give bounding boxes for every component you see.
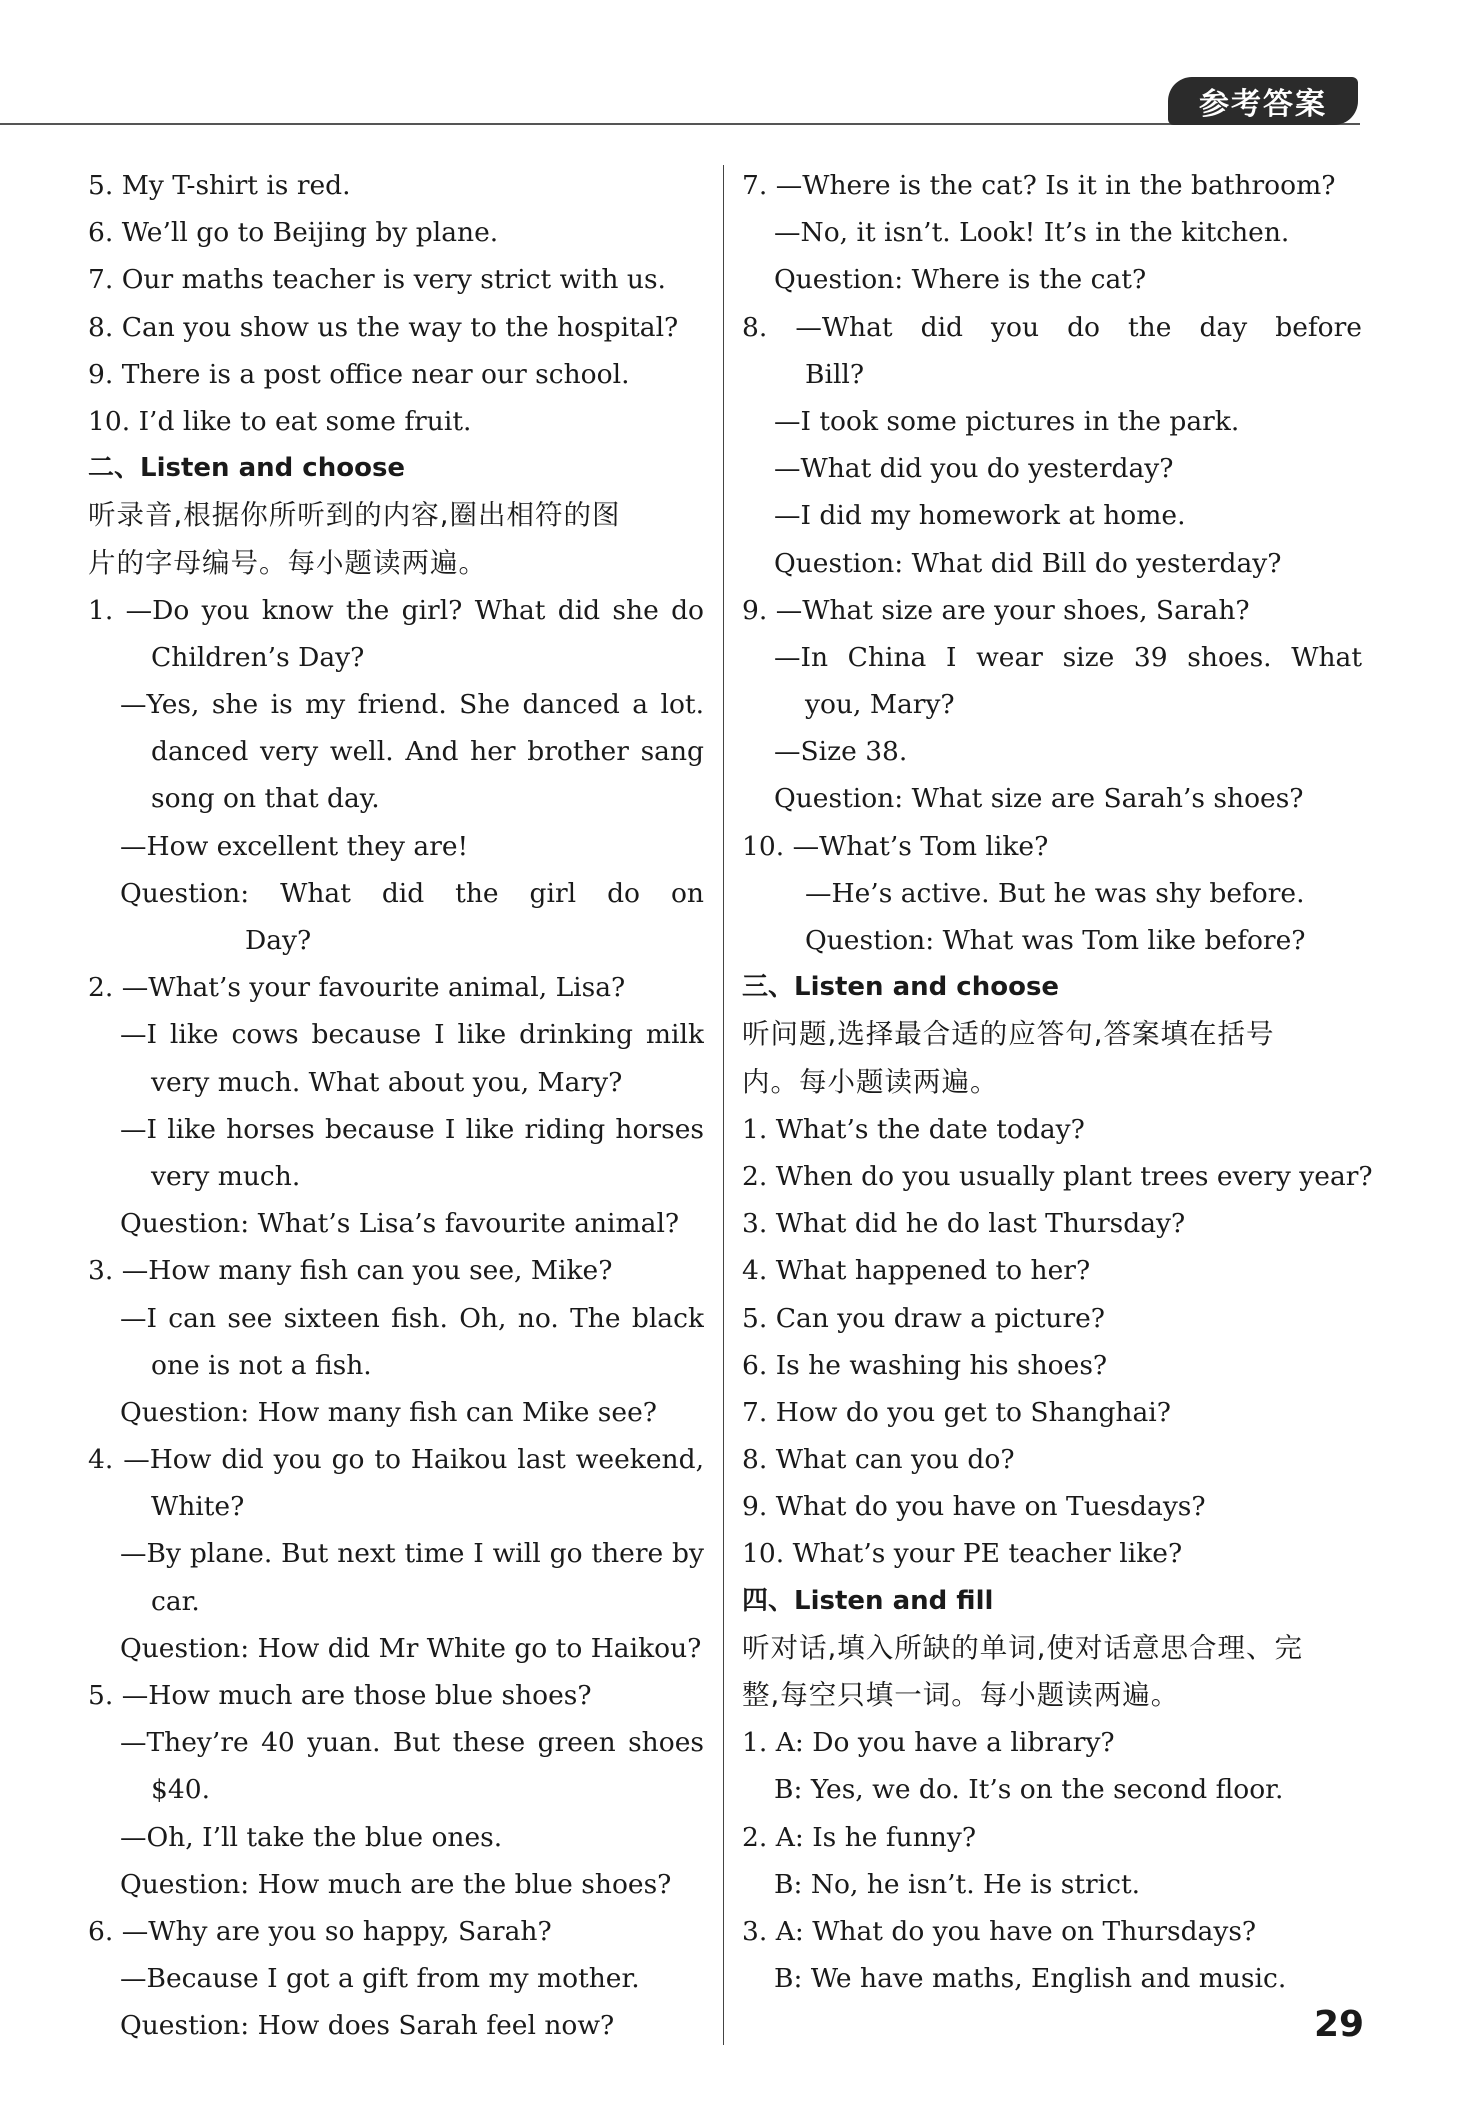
text-line: Question: How much are the blue shoes?: [120, 1868, 672, 1900]
text-line: 2. —What’s your favourite animal, Lisa?: [88, 972, 626, 1004]
text-line: —I did my homework at home.: [774, 500, 1186, 532]
text-line: 5. My T-shirt is red.: [88, 170, 351, 201]
text-line: 1. —Do you know the girl? What did she do: [88, 594, 704, 626]
text-line: Question: What’s Lisa’s favourite animal?: [120, 1208, 680, 1240]
text-line: —How excellent they are!: [120, 830, 469, 862]
text-line: —I like horses because I like riding horses: [120, 1113, 704, 1145]
text-line: Question: What was Tom like before?: [805, 925, 1306, 956]
text-line: 整,每空只填一词。每小题读两遍。: [742, 1679, 1180, 1711]
text-line: Question: What size are Sarah’s shoes?: [774, 783, 1304, 815]
section-heading: 四、Listen and fill: [742, 1585, 994, 1616]
text-line: 8. Can you show us the way to the hospital?: [88, 311, 679, 343]
text-line: 6. —Why are you so happy, Sarah?: [88, 1915, 552, 1947]
page-number: 29: [1314, 2004, 1365, 2045]
text-line: Question: How does Sarah feel now?: [120, 2010, 615, 2042]
text-line: very much. What about you, Mary?: [151, 1066, 623, 1098]
text-line: very much.: [151, 1160, 301, 1192]
text-line: 3. What did he do last Thursday?: [742, 1208, 1186, 1240]
text-line: 3. A: What do you have on Thursdays?: [742, 1915, 1257, 1947]
text-line: Bill?: [805, 358, 865, 390]
text-line: 5. Can you draw a picture?: [742, 1302, 1106, 1334]
text-line: 内。每小题读两遍。: [742, 1065, 999, 1098]
text-line: 10. I’d like to eat some fruit.: [88, 405, 472, 437]
right-column: [742, 162, 1373, 2002]
text-line: 9. What do you have on Tuesdays?: [742, 1491, 1206, 1523]
text-line: $40.: [151, 1774, 211, 1806]
left-column: [88, 162, 704, 2050]
text-line: 听录音,根据你所听到的内容,圈出相符的图: [88, 499, 621, 532]
text-line: danced very well. And her brother sang: [151, 736, 704, 768]
text-line: —No, it isn’t. Look! It’s in the kitchen.: [774, 217, 1290, 249]
text-line: 5. —How much are those blue shoes?: [88, 1680, 592, 1711]
header-rule: [0, 123, 1360, 125]
text-line: 10. —What’s Tom like?: [742, 830, 1049, 862]
text-line: song on that day.: [151, 783, 380, 815]
text-line: B: We have maths, English and music.: [774, 1963, 1287, 1995]
text-line: Question: What did the girl do on: [120, 877, 704, 909]
text-line: —In China I wear size 39 shoes. What: [774, 641, 1362, 673]
text-line: 听问题,选择最合适的应答句,答案填在括号: [742, 1018, 1275, 1051]
answer-key-badge: 参考答案: [1168, 77, 1358, 125]
text-line: 听对话,填入所缺的单词,使对话意思合理、完: [742, 1631, 1303, 1664]
text-line: —I like cows because I like drinking milk: [120, 1019, 704, 1051]
text-line: one is not a fish.: [151, 1349, 372, 1381]
text-line: 8. —What did you do the day before: [742, 311, 1362, 343]
text-line: Children’s Day?: [151, 641, 365, 673]
text-line: 7. Our maths teacher is very strict with us.: [88, 264, 666, 296]
text-line: 9. There is a post office near our school.: [88, 358, 630, 390]
text-line: 7. —Where is the cat? Is it in the bathroom?: [742, 170, 1336, 201]
text-line: 6. Is he washing his shoes?: [742, 1349, 1108, 1381]
text-line: —Yes, she is my friend. She danced a lot.: [120, 689, 704, 721]
text-line: Day?: [245, 925, 312, 956]
text-line: 2. A: Is he funny?: [742, 1821, 977, 1853]
text-line: —Because I got a gift from my mother.: [120, 1963, 640, 1995]
text-line: 4. —How did you go to Haikou last weekend,: [88, 1444, 704, 1476]
section-heading: 三、Listen and choose: [742, 972, 1060, 1003]
text-line: 3. —How many fish can you see, Mike?: [88, 1255, 613, 1287]
text-line: you, Mary?: [805, 689, 955, 721]
text-line: car.: [151, 1585, 200, 1617]
text-line: 6. We’ll go to Beijing by plane.: [88, 217, 499, 249]
text-line: —Oh, I’ll take the blue ones.: [120, 1821, 503, 1853]
text-line: 4. What happened to her?: [742, 1255, 1091, 1287]
section-heading: 二、Listen and choose: [88, 453, 406, 484]
text-line: B: No, he isn’t. He is strict.: [774, 1868, 1141, 1900]
text-line: 9. —What size are your shoes, Sarah?: [742, 594, 1250, 626]
text-line: 2. When do you usually plant trees every year?: [742, 1160, 1373, 1192]
text-line: White?: [151, 1491, 245, 1523]
text-line: 1. What’s the date today?: [742, 1113, 1085, 1145]
text-line: Question: How did Mr White go to Haikou?: [120, 1632, 702, 1664]
column-divider: [723, 165, 724, 2045]
text-line: —He’s active. But he was shy before.: [805, 877, 1305, 909]
text-line: —They’re 40 yuan. But these green shoes: [120, 1727, 704, 1759]
text-line: Question: What did Bill do yesterday?: [774, 547, 1282, 579]
text-line: —I can see sixteen fish. Oh, no. The black: [120, 1302, 704, 1334]
text-line: Question: How many fish can Mike see?: [120, 1396, 657, 1428]
text-line: 1. A: Do you have a library?: [742, 1727, 1115, 1759]
text-line: —By plane. But next time I will go there by: [120, 1538, 704, 1570]
text-line: Question: Where is the cat?: [774, 264, 1147, 296]
text-line: —What did you do yesterday?: [774, 453, 1174, 485]
text-line: —Size 38.: [774, 736, 908, 768]
text-line: 8. What can you do?: [742, 1444, 1015, 1476]
text-line: 10. What’s your PE teacher like?: [742, 1538, 1183, 1570]
text-line: B: Yes, we do. It’s on the second floor.: [774, 1774, 1284, 1806]
text-line: —I took some pictures in the park.: [774, 405, 1240, 437]
text-line: 7. How do you get to Shanghai?: [742, 1396, 1171, 1428]
text-line: 片的字母编号。每小题读两遍。: [88, 546, 487, 579]
